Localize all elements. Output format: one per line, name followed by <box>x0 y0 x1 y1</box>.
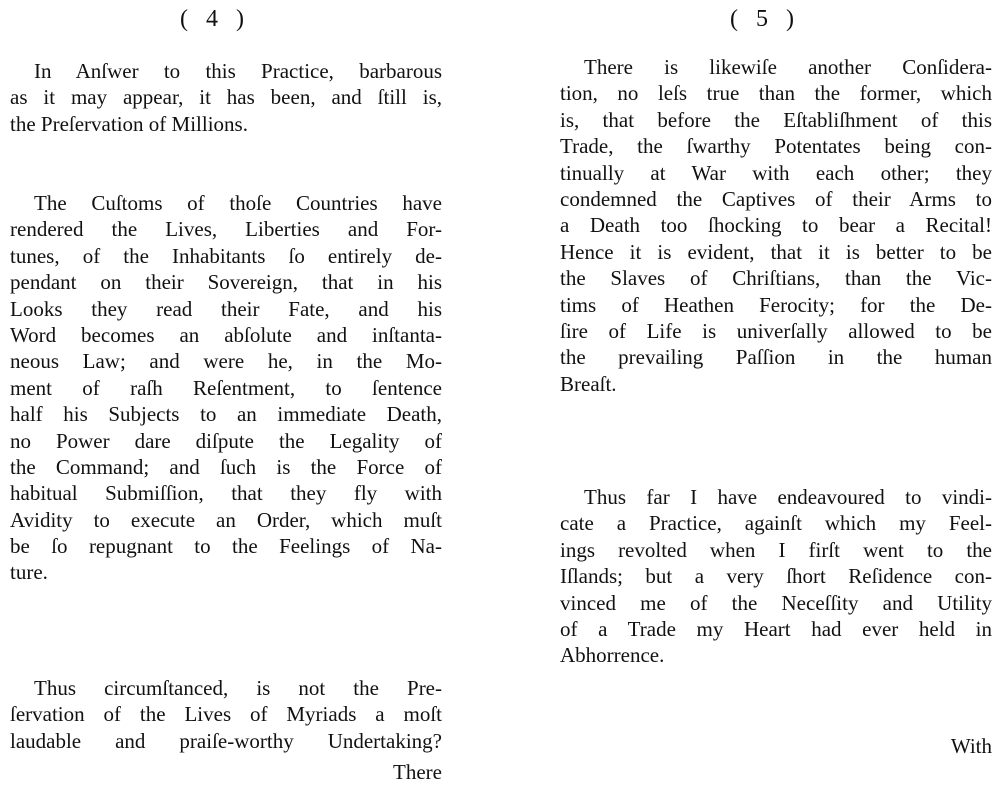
text-line: The Cuſtoms of thoſe Countries have <box>34 191 442 215</box>
text-line: half his Subjects to an immediate Death, <box>10 402 442 427</box>
text-line: In Anſwer to this Practice, barbarous <box>34 59 442 83</box>
page-number: ( 4 ) <box>180 6 250 32</box>
paragraph-2 <box>560 484 992 669</box>
text-line: Abhorrence. <box>560 643 665 668</box>
text-line: vinced me of the Neceſſity and Utility <box>560 590 992 615</box>
text-line: Trade, the ſwarthy Potentates being con- <box>560 134 992 159</box>
text-line: tinually at War with each other; they <box>560 160 992 185</box>
text-line: be ſo repugnant to the Feelings of Na- <box>10 534 442 559</box>
text-line: Avidity to execute an Order, which muſt <box>10 507 442 532</box>
text-line: is, that before the Eſtabliſhment of this <box>560 107 992 132</box>
text-line: Thus far I have endeavoured to vindi- <box>584 485 992 509</box>
text-line: neous Law; and were he, in the Mo- <box>10 349 442 374</box>
text-line: ment of raſh Reſentment, to ſentence <box>10 375 442 400</box>
left-page <box>10 0 442 792</box>
text-line: tion, no leſs true than the former, which <box>560 81 992 106</box>
text-line: Looks they read their Fate, and his <box>10 296 442 321</box>
text-line: pendant on their Sovereign, that in his <box>10 270 442 295</box>
text-line: tunes, of the Inhabitants ſo entirely de- <box>10 243 442 268</box>
paragraph-1 <box>10 58 442 137</box>
text-line: Iſlands; but a very ſhort Reſidence con- <box>560 564 992 589</box>
text-line: the Preſervation of Millions. <box>10 111 248 136</box>
text-line: cate a Practice, againſt which my Feel- <box>560 511 992 536</box>
text-line: habitual Submiſſion, that they fly with <box>10 481 442 506</box>
text-line: ings revolted when I firſt went to the <box>560 537 992 562</box>
text-line: condemned the Captives of their Arms to <box>560 186 992 211</box>
text-line: ture. <box>10 560 48 585</box>
text-line: of a Trade my Heart had ever held in <box>560 616 992 641</box>
text-line: There is likewiſe another Conſidera- <box>584 55 992 79</box>
text-line: the Slaves of Chriſtians, than the Vic- <box>560 266 992 291</box>
catchword: With <box>950 734 992 758</box>
page-number: ( 5 ) <box>730 6 800 32</box>
text-line: tims of Heathen Ferocity; for the De- <box>560 292 992 317</box>
text-line: a Death too ſhocking to bear a Recital! <box>560 213 992 238</box>
text-line: no Power dare diſpute the Legality of <box>10 428 442 453</box>
catchword: There <box>393 760 442 784</box>
text-line: Hence it is evident, that it is better to be <box>560 239 992 264</box>
right-page <box>560 0 992 792</box>
text-line: Word becomes an abſolute and inſtanta- <box>10 322 442 347</box>
text-line: rendered the Lives, Liberties and For- <box>10 217 442 242</box>
text-line: as it may appear, it has been, and ſtill is, <box>10 85 442 110</box>
text-line: the Command; and ſuch is the Force of <box>10 454 442 479</box>
text-line: laudable and praiſe-worthy Undertaking? <box>10 728 442 753</box>
text-line: Thus circumſtanced, is not the Pre- <box>34 676 442 700</box>
paragraph-3 <box>10 675 442 754</box>
paragraph-2 <box>10 190 442 586</box>
paragraph-1 <box>560 54 992 397</box>
text-line: Breaſt. <box>560 371 617 396</box>
text-line: ſire of Life is univerſally allowed to be <box>560 318 992 343</box>
text-line: ſervation of the Lives of Myriads a moſt <box>10 702 442 727</box>
text-line: the prevailing Paſſion in the human <box>560 345 992 370</box>
